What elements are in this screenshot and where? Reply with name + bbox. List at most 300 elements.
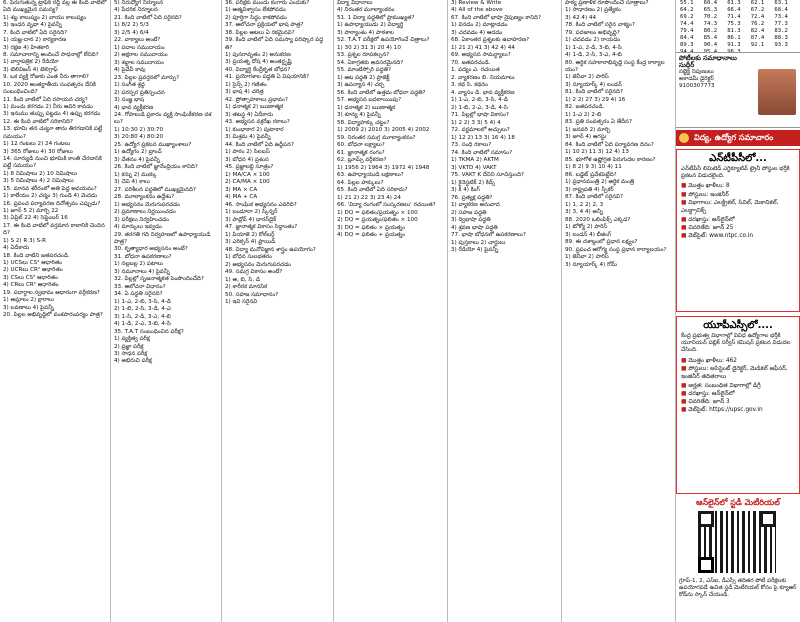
question-line: 39. కింది వాటిలో ఏది సమస్యా పరిష్కార పద్ధతి? xyxy=(225,37,324,51)
question-line: 57. అభ్యసన బదలాయింపు? xyxy=(337,97,402,104)
question-line: 2) శారీరక మానసిక xyxy=(225,284,268,291)
question-line: 27. పరిశీలన పద్ధతిలో ముఖ్యమైనది? xyxy=(114,186,196,193)
question-line: 3) Review & Write xyxy=(451,0,502,6)
question-line: 1) పునరావృతం 2) అనుకరణ xyxy=(225,52,291,58)
question-line: 20. పిల్లల అభివృద్ధిలో వంశపారంపర్యం పాత్ర? xyxy=(3,312,103,319)
question-line: 3) 20:80 4) 80:20 xyxy=(114,134,164,141)
banner-title: విద్య, ఉద్యోగ సమాచారం xyxy=(694,133,774,142)
author-line2: అకాడమీ డైరెక్టర్ xyxy=(679,76,714,82)
question-line: 6. పెరుగుతున్న ట్రాఫిక్ రద్దీ వల్ల ఈ కింది వాటిలో ఏది ముఖ్యమైన సమస్య? xyxy=(3,0,107,14)
answer-cell: 87.4 xyxy=(750,35,765,41)
question-line: 1) 1-ఎ 2) 2-బి xyxy=(565,111,602,118)
question-line: 3) MA × CA xyxy=(225,186,258,193)
question-line: 3) సంజ్ఞ భాష xyxy=(114,97,144,104)
question-line: 2) పూర్తిగా సిద్ధం కాకపోవడం xyxy=(225,14,287,21)
answer-row xyxy=(679,7,797,14)
question-line: 1) 8 2) 9 3) 10 4) 11 xyxy=(565,164,622,171)
answer-cell: 82.4 xyxy=(750,28,765,34)
question-line: 3) శబ్దాల సముదాయం xyxy=(114,59,164,66)
question-line: 74. కింది వాటిలో సమాసం? xyxy=(451,149,513,156)
question-line: 84. కింది వాటిలో ఏది పర్యావరణ దినం? xyxy=(565,141,654,148)
question-line: 3) చదవడం 4) ఆడడం xyxy=(451,29,503,36)
question-line: 1) వ్యక్తిత్వ పరీక్ష xyxy=(114,336,150,343)
question-line: 9. ఒక వ్యక్తి రోజుకు ఎంత నీరు తాగాలి? xyxy=(3,74,89,81)
question-line: 1) 1-ఎ, 2-డి, 3-బి, 4-సి xyxy=(565,44,622,51)
question-line: 2) అభ్యసనం మెరుగుపరచడం xyxy=(225,261,291,268)
question-column-2 xyxy=(111,0,222,622)
question-column-6 xyxy=(562,0,676,622)
question-line: 1) 12 2) 13 3) 16 4) 18 xyxy=(451,134,515,141)
question-line: 69. అభ్యసన సామర్థ్యాలు? xyxy=(451,52,511,59)
question-line: 1) UCSలు CS² ఆధారితం xyxy=(3,260,63,266)
answer-cell: 96.3 xyxy=(727,49,741,55)
question-line: 4) 1-డి, 2-ఎ, 3-బి, 4-సి xyxy=(114,321,171,328)
question-line: 12. ఈ కింది వాటిలో సరికానిది? xyxy=(3,118,73,125)
question-line: 3. కథ సి. కథనం xyxy=(451,82,488,89)
question-line: 1) 8 నిమిషాలు 2) 10 నిమిషాలు xyxy=(3,170,78,177)
question-line: 3) లవణాలు 4) పైవన్నీ xyxy=(3,304,54,311)
question-line: 83. ప్రతి సంవత్సరం ఏ తేదీన? xyxy=(565,119,632,126)
question-line: 1) 21 2) 22 3) 23 4) 24 xyxy=(337,194,401,201)
question-line: 3) కీ 4) కింగ్ xyxy=(451,187,480,194)
question-line: 2) ప్రజ్ఞా పరీక్ష xyxy=(114,343,144,350)
answer-cell: 91.3 xyxy=(727,42,741,48)
answer-cell: 68.4 xyxy=(774,7,788,13)
question-line: 4) అభిరుచి పరీక్ష xyxy=(114,358,152,365)
ntpc-subtitle: ఎన్‌టీపీసీ లిమిటెడ్ ఎగ్జిక్యూటివ్ ట్రైనీ పోస్టుల భర్తీకి ప్రకటన విడుదలైంది. xyxy=(681,166,790,180)
question-line: 1) ఆమ్లాలు 2) క్షారాలు xyxy=(3,297,54,304)
question-line: 3) ఇంధన వృథా 4) పైవన్నీ xyxy=(3,22,62,29)
question-line: 1) 1956 2) 1964 3) 1972 4) 1948 xyxy=(337,164,430,171)
jobs-banner xyxy=(676,130,800,146)
question-line: 1) ధనాత్మక 2) ఋణాత్మక xyxy=(225,104,284,111)
question-column-4 xyxy=(334,0,448,622)
question-line: 38. పిల్లల ఆటలు ఏ రకమైనవి? xyxy=(225,29,295,36)
online-material-heading: ఆన్‌లైన్‌లో స్టడీ మెటీరియల్ xyxy=(696,498,780,507)
question-line: 33. ఆలోచనా విధానం? xyxy=(114,283,166,290)
footer-note xyxy=(676,576,800,622)
question-line: 59. నిరంతర సమగ్ర మూల్యాంకనం? xyxy=(337,134,416,141)
question-line: 26. కింది వాటిలో జ్ఞానేంద్రియం కానిది? xyxy=(114,164,198,171)
question-line: 36. పరీక్షకు ముందు కంగారు ఎందుకు? xyxy=(225,0,310,6)
notice-item: ■ చివరితేది: జూన్ 25 xyxy=(681,224,795,232)
question-line: 4. వ్యాసం డి. భావ వ్యక్తీకరణ xyxy=(451,89,515,96)
question-line: 24. గోపాలుడి ప్రకారం వ్యక్తి సాంఘికీకరణ దశలు? xyxy=(114,112,212,126)
question-line: 1) DQ = ఫలితం/ప్రయత్నం × 100 xyxy=(337,209,418,216)
question-line: 3) ఇనుము తుప్పు పట్టడం 4) ఉప్పు కరగడం xyxy=(3,111,101,118)
answer-cell: 77.3 xyxy=(774,21,788,27)
question-line: 1) ధనాత్మక 2) ఋణాత్మక xyxy=(337,104,396,111)
question-line: పాఠ్య ప్రణాళిక రూపొందించే సూత్రాలు? xyxy=(565,0,649,6)
question-line: 1) టోక్యో 2) పారిస్ xyxy=(565,224,608,231)
question-line: 70. జతపరచండి. xyxy=(451,59,491,66)
question-line: 3) పావ్లోవ్ 4) థారన్‌డైక్ xyxy=(225,216,277,223)
question-line: 37. ఆలోచనా ప్రక్రియలో భాష పాత్ర? xyxy=(225,22,304,29)
author-line1: సబ్జెక్ట్ నిపుణులు xyxy=(679,69,714,75)
question-line: 68. ఏకాంతర ప్రశ్నలకు ఉదాహరణ? xyxy=(451,37,530,44)
question-line: 1) కన్ను 2) ముక్కు xyxy=(114,171,157,178)
question-line: 2) UCRలు CR² ఆధారితం xyxy=(3,267,63,274)
question-line: 62. బ్లూమ్స్ వర్గీకరణ? xyxy=(337,157,387,164)
question-line: 42. ప్రోత్సాహకాలు ప్రభావం? xyxy=(225,96,288,103)
question-line: 2) 1-బి, 2-సి, 3-డి, 4-ఎ xyxy=(114,306,171,313)
question-line: 3) నమూనాలు 4) పైవన్నీ xyxy=(114,268,170,275)
author-phone: 9100307773 xyxy=(679,83,715,89)
question-line: 4) DQ = ఫలితం + ప్రయత్నం xyxy=(337,232,406,239)
notice-item: ■ మొత్తం ఖాళీలు: 462 xyxy=(681,357,795,365)
answer-cell: 89.3 xyxy=(680,42,694,48)
question-line: 66. 'విద్యా రంగంలో సంస్కరణలు' రచయిత? xyxy=(337,202,436,209)
answer-cell: 69.2 xyxy=(680,14,694,20)
answer-cell: 85.4 xyxy=(703,35,718,41)
question-line: 73. సంధి రకాలు? xyxy=(451,142,492,149)
question-line: 1) ప్రధానమంత్రి 2) ఆర్థిక మంత్రి xyxy=(565,179,635,186)
question-line: 3) టెలివిజన్ 4) టెలిగ్రాఫ్ xyxy=(3,66,58,73)
question-line: 4) పేదరిక నిర్మూలన xyxy=(114,7,158,14)
question-line: 58. విద్యాహక్కు చట్టం? xyxy=(337,119,390,126)
question-line: 3) 2/5 4) 6/4 xyxy=(114,29,149,36)
question-line: 1) యజ్ఞ-దాన 2) కార్యకారణ xyxy=(3,37,67,44)
answer-cell: 81.3 xyxy=(727,28,741,34)
question-line: 1) చదవడం 2) రాయడం xyxy=(565,37,621,44)
answer-cell: 64.2 xyxy=(680,7,694,13)
question-line: 51. 1 విద్యా పద్ధతిలో ప్రాముఖ్యత? xyxy=(337,14,415,21)
question-line: 4) ఏదీకాదు xyxy=(3,245,30,252)
question-line: 1. పద్యం ఎ. రచయిత xyxy=(451,67,500,74)
notice-item: ■ దరఖాస్తు: ఆన్‌లైన్‌లో xyxy=(681,390,795,398)
answer-cell: 90.4 xyxy=(703,42,718,48)
question-line: 18. కింది వాటిని జతపరచండి. xyxy=(3,252,70,259)
question-line: 1) పాఠం 2) సిలబస్ xyxy=(225,149,270,156)
question-line: 1) కుంభాకార 2) పుటాకార xyxy=(225,126,284,133)
answer-cell: 73.4 xyxy=(774,14,788,20)
question-line: 3) పరీక్షలు నిర్వహించడం xyxy=(114,216,169,223)
question-line: 71. పిల్లల్లో భాషా వికాసం? xyxy=(451,112,509,119)
question-line: 10. 2020 అంతర్జాతీయ సంవత్సరం దేనికి సంబంధించింది? xyxy=(3,81,96,96)
question-column-3 xyxy=(222,0,334,622)
ntpc-notice xyxy=(676,149,800,312)
answer-row xyxy=(679,14,797,21)
question-line: 1) 2 2) 27 3) 29 4) 16 xyxy=(565,96,626,103)
question-line: 3) DQ = ఫలితం × ప్రయత్నం xyxy=(337,224,406,231)
answer-cell: 83.2 xyxy=(774,28,788,34)
question-line: 5) నిరుద్యోగ నిర్మూలన xyxy=(114,0,164,6)
question-line: 4) CRలు CR² ఆధారితం xyxy=(3,282,59,289)
answer-row xyxy=(679,0,797,7)
question-line: 29. తరగతి గది నిర్వహణలో ఉపాధ్యాయుడి పాత్ర? xyxy=(114,231,211,245)
question-line: 82. జతపరచండి. xyxy=(565,104,605,111)
question-line: 1) మంచు కరగడం 2) నీరు ఆవిరి కావడం xyxy=(3,104,93,110)
question-line: 15. మానవ శరీరంలో అతి పెద్ద అవయవం? xyxy=(3,185,97,192)
question-line: 4) నిరంతర మూల్యాంకనం xyxy=(337,7,395,14)
answer-row xyxy=(679,28,797,35)
question-line: 25. ఉద్యోగ ప్రకటన ముఖ్యాంశాలు? xyxy=(114,141,192,148)
question-line: 30. కృత్యాధార అభ్యసనం అంటే? xyxy=(114,246,188,253)
answer-cell: 86.1 xyxy=(727,35,741,41)
answer-cell: 63.1 xyxy=(774,0,788,6)
question-line: 87. కింది వాటిలో సరైనవి? xyxy=(565,194,623,201)
answer-cell: 67.2 xyxy=(750,7,765,13)
question-line: 3) 1-సి, 2-డి, 3-ఎ, 4-బి xyxy=(114,313,171,320)
question-line: 1) జనవరి 2) మార్చి xyxy=(565,126,611,133)
question-line: 65. కింది వాటిలో ఏది సరికాదు? xyxy=(337,187,408,194)
question-line: 3) ఏప్రిల్ 22 4) సెప్టెంబర్ 16 xyxy=(3,215,68,222)
question-line: 1) ఇవి సరైనవి xyxy=(225,298,258,305)
question-line: 72. వర్ణమాలలో అచ్చులు? xyxy=(451,127,510,134)
answer-key-table xyxy=(679,0,797,56)
question-line: 1) ఆట పద్ధతి 2) ప్రాజెక్ట్ xyxy=(337,74,390,81)
question-line: 1) ఆత్మవిశ్వాసం లేకపోవడం xyxy=(225,7,286,14)
question-line: 22. వాక్యాలు అంటే? xyxy=(114,37,161,44)
question-line: 11. కింది వాటిలో ఏది రసాయన చర్య? xyxy=(3,96,88,103)
answer-cell: 76.2 xyxy=(750,21,765,27)
question-line: 3) చెవి 4) కాలు xyxy=(114,179,150,186)
sidebar-column xyxy=(676,0,800,622)
question-line: 49. సమగ్ర వికాసం అంటే? xyxy=(225,269,283,276)
question-line: 1) పదాల సముదాయం xyxy=(114,44,165,51)
question-line: 85. భూగోళ ఉష్ణోగ్రత పెరుగుదల కారణం? xyxy=(565,156,656,163)
question-line: 1) బోధన సులభతరం xyxy=(225,254,273,261)
answer-cell: 60.4 xyxy=(703,0,718,6)
question-line: 1) 2 2) 3 3) 5 4) 4 xyxy=(451,119,501,126)
question-line: 2) అక్షరాల సముదాయం xyxy=(114,52,168,59)
notice-item: ■ వెబ్‌సైట్: www.ntpc.co.in xyxy=(681,232,795,240)
question-line: 79. పదజాలం అభివృద్ధి? xyxy=(565,29,620,36)
question-line: 1) 1-ఎ, 2-బి, 3-సి, 4-డి xyxy=(114,298,171,305)
question-line: 2) పరస్పర ప్రతిస్పందన xyxy=(114,89,165,96)
question-line: 1) సైన్స్ 2) గణితం xyxy=(225,81,267,88)
ntpc-title: ఎన్‌టీపీసీలో... xyxy=(709,153,767,164)
question-line: 3) ప్రయత్న దోష 4) అంతర్దృష్టి xyxy=(225,59,292,66)
question-line: 1) 1, 2 2) 2, 3 xyxy=(565,201,604,208)
question-line: 43. అభ్యసన వక్రరేఖ రకాలు? xyxy=(225,119,290,126)
question-column-1 xyxy=(0,0,111,622)
ntpc-items xyxy=(681,182,795,240)
question-line: 50. సహజ సమాధానం? xyxy=(225,291,279,298)
question-line: 4) 1-డి, 2-సి, 3-ఎ, 4-బి xyxy=(565,52,622,59)
answer-cell: 79.4 xyxy=(680,28,694,34)
upsc-notice xyxy=(676,316,800,494)
answer-cell: 92.1 xyxy=(750,42,765,48)
notice-item: ■ విభాగాలు: ఎలక్ట్రికల్, సివిల్, మెకానికల్, ఎలక్ట్రానిక్స్ xyxy=(681,199,795,216)
question-line: 2) CA/MA × 100 xyxy=(225,179,270,186)
question-line: 1) 8/2 2) 5/3 xyxy=(114,22,149,29)
banner-icon xyxy=(679,133,689,143)
question-line: 2) 1-బి, 2-ఎ, 3-డి, 4-సి xyxy=(451,104,508,111)
question-line: 81. కింది వాటిలో సరైనది? xyxy=(565,89,623,96)
answer-cell: 74.3 xyxy=(703,21,718,27)
notice-item: ■ దరఖాస్తు: ఆన్‌లైన్‌లో xyxy=(681,216,795,224)
question-line: విద్యా విధానాలు xyxy=(337,0,373,6)
question-line: 1) నల్లబల్ల 2) పటాలు xyxy=(114,261,163,268)
question-line: 3) శూన్య 4) పైవన్నీ xyxy=(337,112,381,119)
question-line: 1) అభ్యసనం మెరుగుపరచడం xyxy=(114,201,180,208)
question-line: 64. పిల్లల హక్కులు? xyxy=(337,179,384,186)
answer-cell: 74.4 xyxy=(680,21,694,27)
question-line: 3) 42 4) 44 xyxy=(565,14,597,21)
question-line: 1) TKMA 2) AKTM xyxy=(451,157,499,164)
question-line: 32. పిల్లల్లో సృజనాత్మకత పెంపొందించేది? xyxy=(114,276,204,283)
question-line: 47. జ్ఞానాత్మక వికాసం సిద్ధాంతం? xyxy=(225,224,298,231)
question-line: 3) 3, 4 4) అన్నీ xyxy=(565,209,603,216)
answer-row xyxy=(679,21,797,28)
answer-cell: 71.4 xyxy=(727,14,741,20)
question-line: 2. వ్యాకరణం బి. నియమాలు xyxy=(451,74,515,81)
question-line: 1) 10 2) 11 3) 12 4) 13 xyxy=(565,149,629,156)
question-line: 3) ఉపన్యాస 4) చర్చ xyxy=(337,82,385,89)
qr-corner xyxy=(698,557,714,573)
question-line: 3) న్యూయార్క్ 4) లండన్ xyxy=(565,81,622,88)
question-line: 1) జెనీవా 2) పారిస్ xyxy=(565,74,609,81)
question-line: 88. 2020 ఒలింపిక్స్ ఎక్కడ? xyxy=(565,216,631,223)
notice-item: ■ పోస్టులు: అసిస్టెంట్ డైరెక్టర్, మెడికల్ ఆఫీసర్, ఇంజినీర్ తదితరాలు xyxy=(681,365,795,382)
question-line: 45. ప్రజ్ఞాలబ్ధి సూత్రం? xyxy=(225,164,274,171)
question-line: 3) న్యూయార్క్ 4) రోమ్ xyxy=(565,261,618,268)
answer-cell: 80.2 xyxy=(703,28,718,34)
question-line: 1) ఆ, బి, సి, డి xyxy=(225,276,261,283)
question-line: 1) MA/CA × 100 xyxy=(225,171,270,178)
answer-cell: 93.3 xyxy=(774,42,788,48)
question-line: 1) వార్తాపత్రిక 2) రేడియో xyxy=(3,59,59,66)
question-line: 4) భావ వ్యక్తీకరణ xyxy=(114,104,154,111)
answer-cell: 88.3 xyxy=(774,35,788,41)
question-line: 3) 5 నిమిషాలు 4) 2 నిమిషాలు xyxy=(3,178,74,185)
question-line: 31. బోధనా ఉపకరణాలు? xyxy=(114,253,172,260)
question-line: 2) సహజ పద్ధతి xyxy=(451,209,487,216)
question-line: 1) కైనెస్థటిక్ 2) కిడ్స్ xyxy=(451,179,495,186)
question-line: 13. భూమి తన చుట్టూ తాను తిరగడానికి పట్టే సమయం? xyxy=(3,126,103,140)
question-line: 3) సాధన పరీక్ష xyxy=(114,350,148,357)
question-line: 3) CSలు CS² ఆధారితం xyxy=(3,274,58,281)
answer-row xyxy=(679,42,797,49)
question-line: 3) ఎరిక్సన్ 4) ఫ్రాయిడ్ xyxy=(225,239,276,246)
question-line: 76. ప్రత్యక్ష పద్ధతి? xyxy=(451,194,493,201)
question-line: 44. కింది వాటిలో ఏది ఉద్దీపన? xyxy=(225,141,294,148)
question-line: 3) బోధన 4) ప్రశంస xyxy=(225,156,269,163)
answer-cell: 66.4 xyxy=(727,7,741,13)
question-line: 77. భాషా బోధనలో ఉపకరణాలు? xyxy=(451,232,526,239)
question-line: 21. కింది వాటిలో ఏది సరైనది? xyxy=(114,14,182,21)
question-line: 3) తటస్థ 4) ఏదీకాదు xyxy=(225,111,274,118)
author-photo xyxy=(758,69,796,115)
question-line: 78. కింది వాటిలో సరైన వాక్యం? xyxy=(565,22,635,29)
question-line: 1) పియాజె 2) కోల్‌బర్గ్ xyxy=(225,231,275,238)
question-line: 3) వేతనం 4) పైవన్నీ xyxy=(114,156,160,163)
question-line: 2) ప్రమాణాలు నిర్ణయించడం xyxy=(114,209,176,216)
question-line: 7. కింది వాటిలో ఏది సరైనది? xyxy=(3,29,68,36)
question-line: 3) 365 రోజులు 4) 30 రోజులు xyxy=(3,148,73,155)
question-line: 1) S 2) R 3) S-R xyxy=(3,237,47,244)
answer-cell: 70.2 xyxy=(703,14,718,20)
question-line: 1) 30 2) 31 3) 20 4) 10 xyxy=(337,44,401,51)
question-line: 1) ఉపాధ్యాయుడు 2) విద్యార్థి xyxy=(337,22,404,29)
question-line: 34. ఏ పద్ధతి సరైనది? xyxy=(114,291,163,298)
upsc-subtitle: కేంద్ర ప్రభుత్వ విభాగాల్లో వివిధ ఉద్యోగాల భర్తీకి యూనియన్ పబ్లిక్ సర్వీస్ కమిషన్ ప్రకటన విడుదల చేసింది. xyxy=(681,333,791,354)
question-line: 14. సూర్యుడి నుంచి భూమికి కాంతి చేరడానికి పట్టే సమయం? xyxy=(3,156,102,170)
question-line: 75. VAKT K దేనిని సూచిస్తుంది? xyxy=(451,172,524,179)
question-line: 1) 2009 2) 2010 3) 2005 4) 2002 xyxy=(337,127,430,134)
footer-text: గ్రూప్-1, 2, ఎస్ఐ, డీఎస్సీ తదితర పోటీ పరీక్షలకు ఉపయోగపడే ఉచిత స్టడీ మెటీరియల్ కోసం పై క్యూఆర్ కోడ్‌ను స్కాన్ చేయండి. xyxy=(679,578,797,598)
question-line: 3) రక్షణ 4) హితకారి xyxy=(3,44,49,51)
question-line: 48. విద్యా మనోవిజ్ఞాన శాస్త్రం ఉపయోగం? xyxy=(225,246,316,253)
question-line: 35. T.A.T సంబంధించిన పరీక్ష? xyxy=(114,328,184,335)
question-line: 17. ఈ కింది వాటిలో వర్తమాన కాలానికి చెందినది? xyxy=(3,222,105,237)
question-line: 3) జూన్ 4) ఆగస్టు xyxy=(565,134,607,141)
question-line: 1) జూన్ 5 2) మార్చి 22 xyxy=(3,208,59,214)
question-line: 3) మిశ్రమ 4) పైవన్నీ xyxy=(225,134,271,141)
notice-item: ■ మొత్తం ఖాళీలు: 8 xyxy=(681,182,795,190)
question-line: 53. ప్రశ్నల రూపకల్పన? xyxy=(337,52,390,59)
author-label: పోటీలకు సమాధానాలు xyxy=(679,54,737,62)
question-line: 1) వినడం 2) మాట్లాడడం xyxy=(451,22,508,29)
upsc-items xyxy=(681,357,795,415)
notice-item: ■ అర్హత: సంబంధిత విభాగాల్లో డిగ్రీ xyxy=(681,382,795,390)
answer-cell: 84.4 xyxy=(680,35,694,41)
question-line: 16. ప్రపంచ పర్యావరణ దినోత్సవం ఎప్పుడు? xyxy=(3,200,101,207)
question-line: 3) లండన్ 4) బీజింగ్ xyxy=(565,231,612,238)
answer-cell: 72.4 xyxy=(750,14,765,20)
author-name: సుధీర్ xyxy=(679,61,695,69)
question-column-5 xyxy=(448,0,562,622)
question-line: 67. కింది వాటిలో భాషా నైపుణ్యం కానిది? xyxy=(451,14,541,21)
question-line: 89. ఈ దశాబ్దంలో ప్రధాన లక్ష్యం? xyxy=(565,239,638,246)
answer-row xyxy=(679,35,797,42)
question-line: 1) సంగీత శ్రద్ధ xyxy=(114,82,145,89)
question-line: 52. T.A.T పరీక్షలో ఉపయోగించే చిత్రాలు? xyxy=(337,37,430,44)
author-box xyxy=(676,52,800,128)
answer-cell: 61.3 xyxy=(727,0,741,6)
question-line: 86. బడ్జెట్ ప్రవేశపెట్టేది? xyxy=(565,171,617,178)
question-line: 41. ప్రయోగశాల పద్ధతి ఏ విషయానికి? xyxy=(225,74,310,81)
question-line: 1) 10:30 2) 30:70 xyxy=(114,126,164,133)
question-line: 1) బండూరా 2) స్కిన్నర్ xyxy=(225,209,278,216)
question-line: 3) రేడియో 4) పైవన్నీ xyxy=(451,246,499,253)
question-line: 1) 21 2) 41 3) 42 4) 44 xyxy=(451,44,515,51)
question-line: 23. పిల్లల ప్రవర్తనలో మార్పు? xyxy=(114,74,180,81)
upsc-title: యూపీఎస్సీలో.... xyxy=(703,320,773,331)
question-line: 1) శబ్ద కాలుష్యం 2) వాయు కాలుష్యం xyxy=(3,14,87,21)
question-line: 80. ఆర్థిక సహకారాభివృద్ధి సంస్థ కేంద్ర కార్యాలయం? xyxy=(565,59,665,73)
notice-item: ■ చివరితేది: జూన్ 3 xyxy=(681,398,795,406)
question-line: 1) వ్యాకరణ అనువాద xyxy=(451,202,500,209)
question-line: 2) DQ = ప్రయత్నం/ఫలితం × 100 xyxy=(337,217,418,224)
notice-item: ■ వెబ్‌సైట్: https://upsc.gov.in xyxy=(681,406,795,414)
question-line: 56. కింది వాటిలో ఉత్తమ బోధనా పద్ధతి? xyxy=(337,89,426,96)
question-line: 46. సాంఘిక అభ్యసనం ఎవరిది? xyxy=(225,201,297,208)
question-line: 28. మూల్యాంకనం ఉద్దేశం? xyxy=(114,194,175,201)
question-line: 4) MA + CA xyxy=(225,194,258,201)
answer-cell: 55.1 xyxy=(680,0,694,6)
question-line: 1) ఉద్యోగం 2) బ్రాంచ్ xyxy=(114,149,162,156)
question-line: 4) మార్కులు ఇవ్వడం xyxy=(114,224,162,231)
question-line: 90. ప్రపంచ ఆరోగ్య సంస్థ ప్రధాన కార్యాలయం? xyxy=(565,246,667,253)
answer-cell: 75.3 xyxy=(727,21,741,27)
question-line: 40. విద్యార్థి కేంద్రీకృత బోధన? xyxy=(225,66,291,73)
question-line: 1) కాలేయం 2) చర్మం 3) గుండె 4) మెదడు xyxy=(3,193,98,200)
question-line: 4) శ్రవణ భాషా పద్ధతి xyxy=(451,224,498,231)
answer-cell: 65.3 xyxy=(703,7,718,13)
question-line: 3) భాష 4) చరిత్ర xyxy=(225,89,264,96)
question-line: 1) 12 గంటలు 2) 24 గంటలు xyxy=(3,141,71,148)
question-line: 61. జ్ఞానాత్మక రంగం? xyxy=(337,149,385,156)
question-line: 55. మాంటిస్సోరి పద్ధతి? xyxy=(337,67,391,74)
question-line: 54. ఏకాగ్రతకు అవసరమైనది? xyxy=(337,59,404,66)
notice-item: ■ పోస్టులు: ఇంజినీర్ xyxy=(681,191,795,199)
question-line: 3) రాష్ట్రపతి 4) స్పీకర్ xyxy=(565,186,614,193)
answer-cell: 94.4 xyxy=(680,49,694,55)
question-line: 1) 1-ఎ, 2-బి, 3-సి, 4-డి xyxy=(451,97,508,104)
question-line: 3) VKTD 4) VAKT xyxy=(451,164,497,171)
